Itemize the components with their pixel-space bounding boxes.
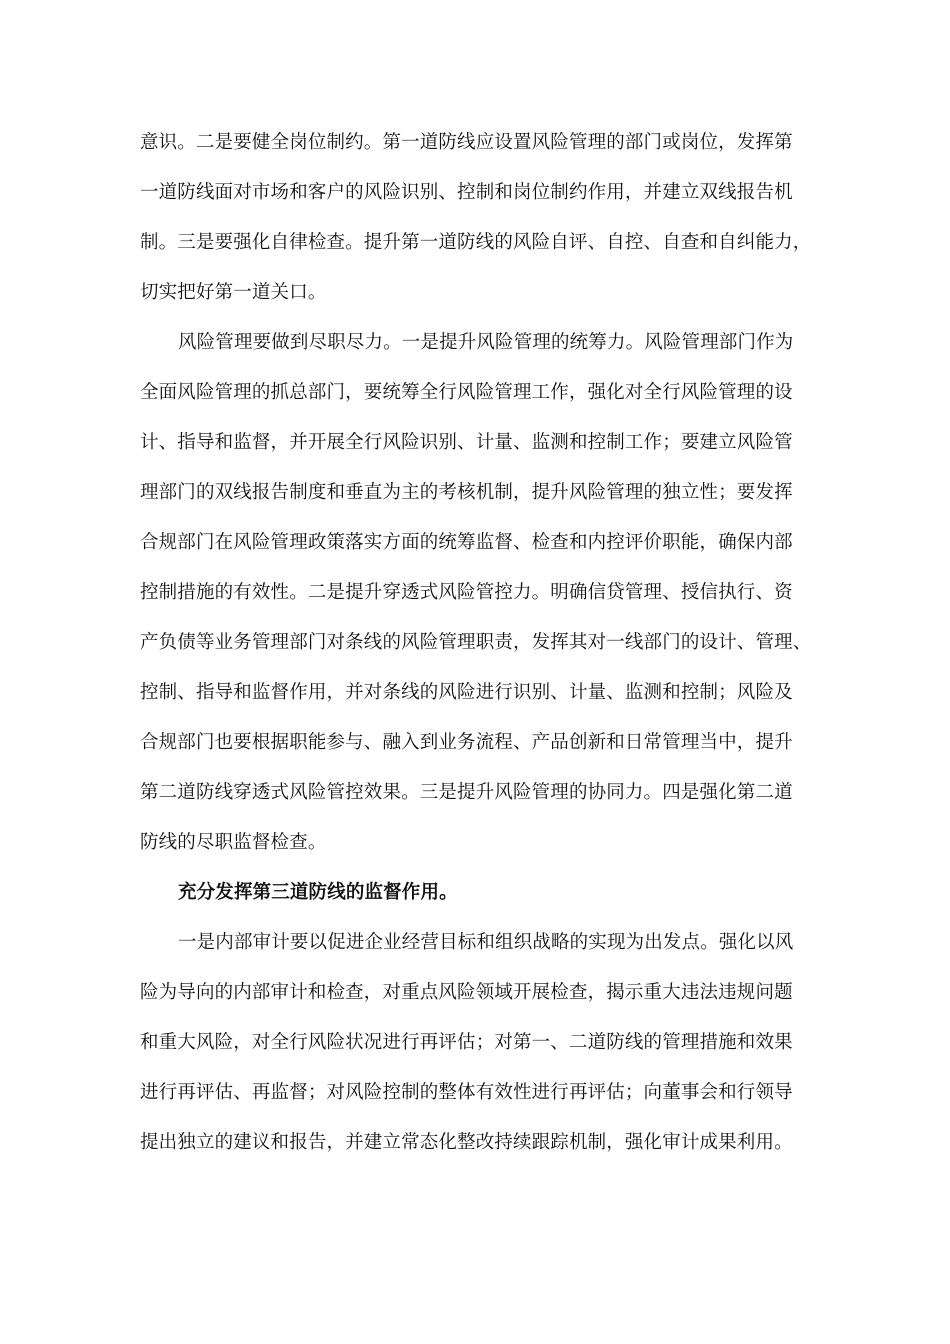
- text-line: 防线的尽职监督检查。: [140, 832, 327, 853]
- text-line: 意识。二是要健全岗位制约。第一道防线应设置风险管理的部门或岗位，发挥第: [140, 132, 793, 153]
- text-line: 进行再评估、再监督；对风险控制的整体有效性进行再评估；向董事会和行领导: [140, 1082, 793, 1103]
- text-line: 制。三是要强化自律检查。提升第一道防线的风险自评、自控、自查和自纠能力，: [140, 232, 812, 253]
- text-line: 风险管理要做到尽职尽力。一是提升风险管理的统筹力。风险管理部门作为: [178, 332, 794, 353]
- text-line: 和重大风险，对全行风险状况进行再评估；对第一、二道防线的管理措施和效果: [140, 1032, 793, 1053]
- text-line: 全面风险管理的抓总部门，要统筹全行风险管理工作，强化对全行风险管理的设: [140, 382, 793, 403]
- text-line: 一是内部审计要以促进企业经营目标和组织战略的实现为出发点。强化以风: [178, 932, 794, 953]
- text-line: 合规部门也要根据职能参与、融入到业务流程、产品创新和日常管理当中，提升: [140, 732, 793, 753]
- text-line: 控制、指导和监督作用，并对条线的风险进行识别、计量、监测和控制；风险及: [140, 682, 793, 703]
- text-line: 计、指导和监督，并开展全行风险识别、计量、监测和控制工作；要建立风险管: [140, 432, 793, 453]
- text-line: 合规部门在风险管理政策落实方面的统筹监督、检查和内控评价职能，确保内部: [140, 532, 793, 553]
- text-line: 产负债等业务管理部门对条线的风险管理职责，发挥其对一线部门的设计、管理、: [140, 632, 812, 653]
- heading-line: 充分发挥第三道防线的监督作用。: [178, 882, 458, 903]
- text-line: 险为导向的内部审计和检查，对重点风险领域开展检查，揭示重大违法违规问题: [140, 982, 793, 1003]
- text-line: 提出独立的建议和报告，并建立常态化整改持续跟踪机制，强化审计成果利用。: [140, 1132, 793, 1153]
- text-line: 第二道防线穿透式风险管控效果。三是提升风险管理的协同力。四是强化第二道: [140, 782, 793, 803]
- text-line: 切实把好第一道关口。: [140, 282, 327, 303]
- text-line: 控制措施的有效性。二是提升穿透式风险管控力。明确信贷管理、授信执行、资: [140, 582, 793, 603]
- text-line: 理部门的双线报告制度和垂直为主的考核机制，提升风险管理的独立性；要发挥: [140, 482, 793, 503]
- text-line: 一道防线面对市场和客户的风险识别、控制和岗位制约作用，并建立双线报告机: [140, 182, 793, 203]
